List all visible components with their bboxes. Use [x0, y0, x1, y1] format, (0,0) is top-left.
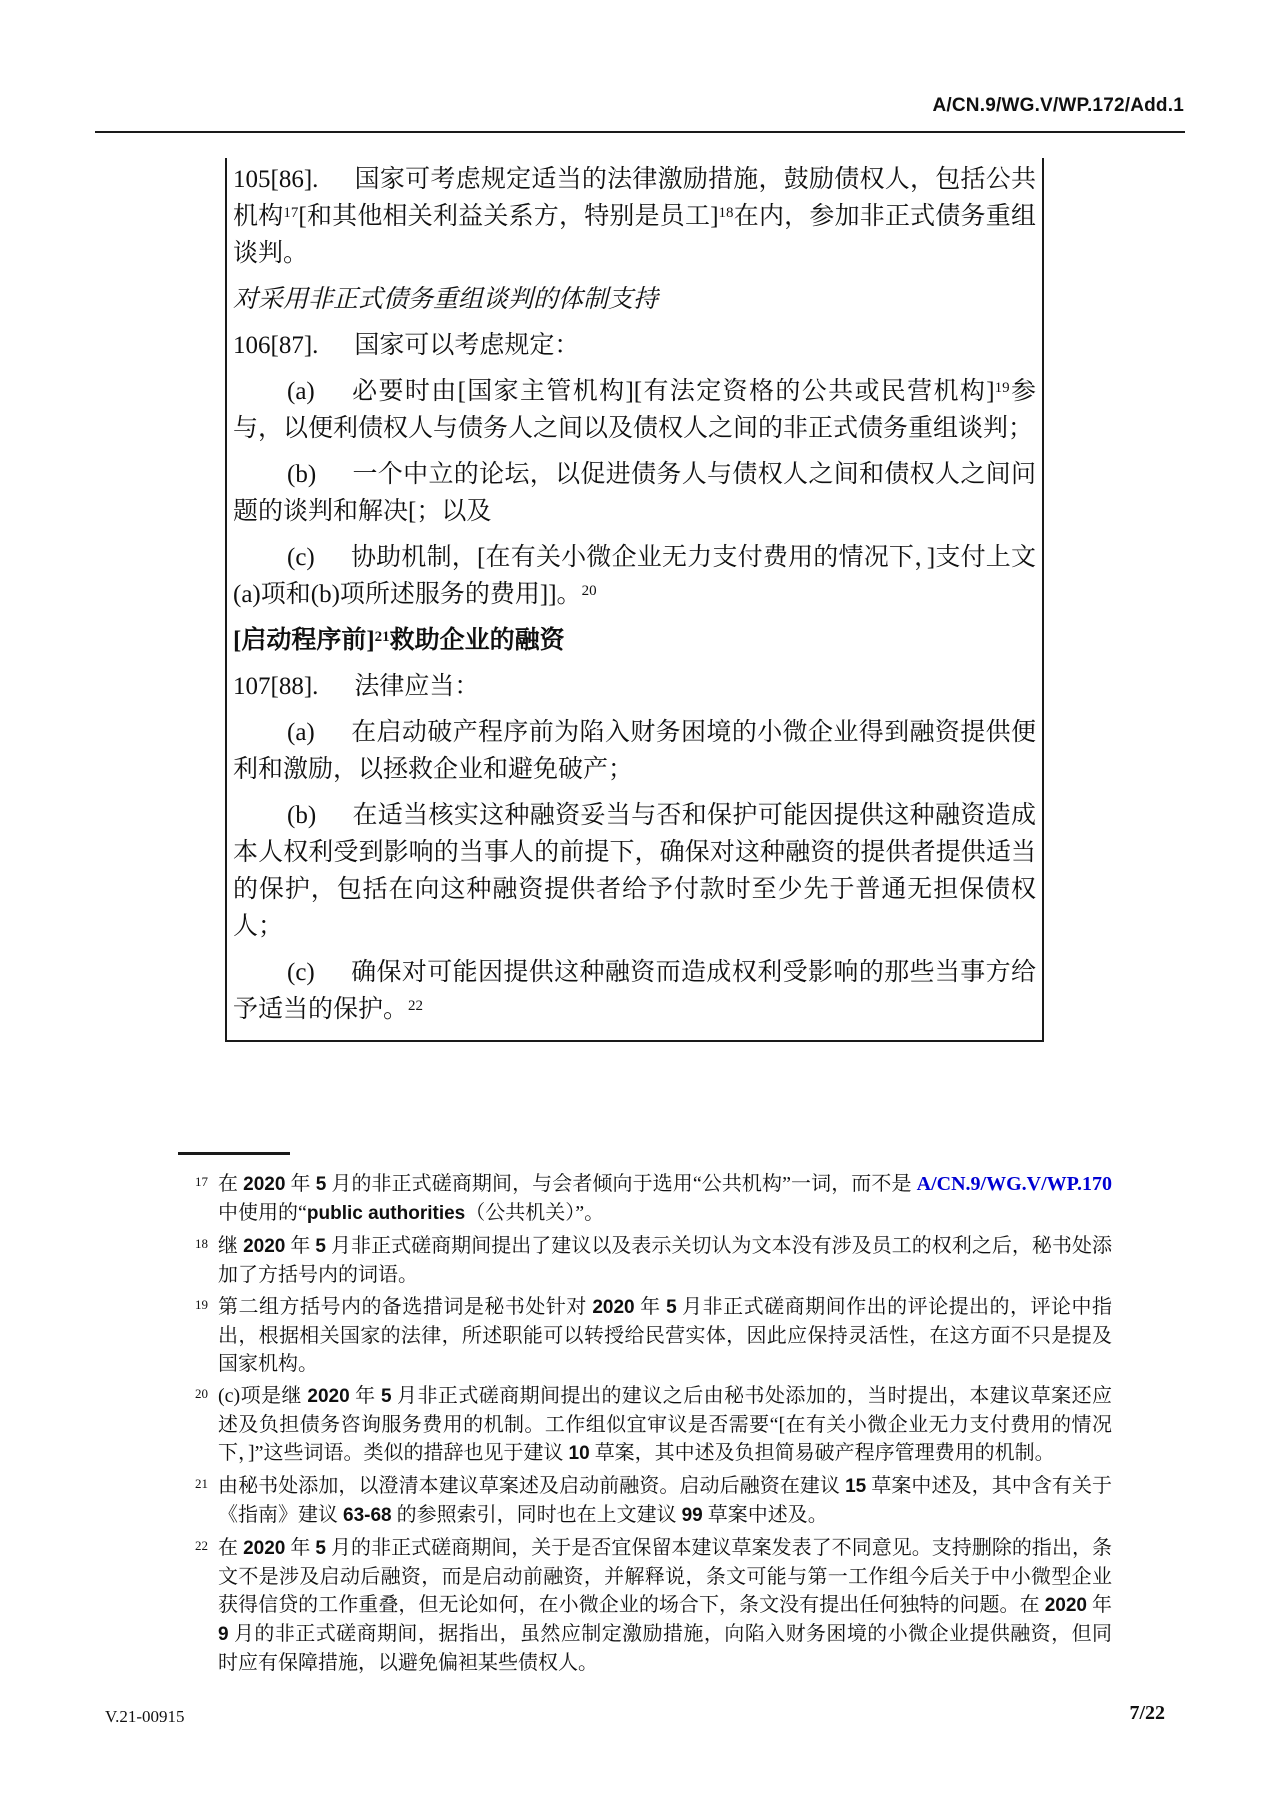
text-run: (c) — [287, 959, 315, 986]
footnote-22 — [186, 1534, 1112, 1677]
text-run: 106[87]. — [233, 332, 319, 359]
header-rule — [95, 131, 1185, 133]
text-run: 107[88]. — [233, 673, 319, 700]
text-run: 年 — [285, 1537, 316, 1559]
text-run: 月非正式磋商期间提出的建议之后由秘书处添加的，当时提出，本建议草案还应述及负担债务咨询服务费用的机制。工作组似宜审议是否需要“[在有关小微企业无力支付费用的情况下，]”这些词语。类似的措辞也见于建议 — [218, 1385, 1113, 1464]
item-107-a — [233, 714, 1036, 788]
paragraph-107-88 — [233, 668, 1036, 705]
latin-number-text: 2020 — [243, 1174, 286, 1195]
job-number: V.21-00915 — [105, 1707, 185, 1726]
text-run: 月的非正式磋商期间，据指出，虽然应制定激励措施，向陷入财务困境的小微企业提供融资，但同时应有保障措施，以避免偏袒某些债权人。 — [218, 1623, 1112, 1674]
doc-reference-link[interactable]: A/CN.9/WG.V/WP.170 — [916, 1173, 1113, 1195]
text-run: 中使用的“ — [218, 1202, 307, 1224]
text-run: 对采用非正式债务重组谈判的体制支持 — [233, 286, 659, 313]
text-run: 月的非正式磋商期间，与会者倾向于选用“公共机构”一词，而不是 — [326, 1173, 917, 1195]
text-run: 必要时由[国家主管机构][有法定资格的公共或民营机构] — [350, 378, 995, 405]
text-run: 在 — [218, 1173, 244, 1195]
text-run: （公共机关）”。 — [465, 1202, 605, 1224]
footnote-reference: 17 — [283, 205, 299, 221]
text-run: 法律应当： — [354, 673, 480, 700]
text-run: 参与，以便利债权人与债务人之间以及债权人之间的非正式债务重组谈判； — [233, 378, 1036, 442]
item-106-c — [233, 539, 1036, 613]
latin-number-text: 2020 — [592, 1297, 635, 1318]
latin-number-text: 2020 — [243, 1538, 286, 1559]
footnote-reference: 19 — [994, 380, 1010, 396]
text-run: (c)项是继 — [218, 1385, 308, 1407]
text-run: 由秘书处添加，以澄清本建议草案述及启动前融资。启动后融资在建议 — [218, 1475, 846, 1497]
footnote-number: 19 — [195, 1297, 208, 1312]
latin-number-text: public authorities — [306, 1203, 466, 1224]
page-number: 7/22 — [1129, 1702, 1165, 1724]
heading-pre-commencement-finance — [233, 622, 1036, 659]
latin-number-text: 63-68 — [343, 1505, 392, 1526]
text-run: 月非正式磋商期间作出的评论提出的，评论中指出，根据相关国家的法律，所述职能可以转授给民营实体，因此应保持灵活性，在这方面不只是提及国家机构。 — [218, 1296, 1113, 1375]
text-run: (a) — [287, 719, 315, 746]
text-run: 第二组方括号内的备选措词是秘书处针对 — [218, 1296, 593, 1318]
latin-number-text: 9 — [218, 1624, 229, 1645]
item-107-c — [233, 954, 1036, 1028]
item-107-b — [233, 797, 1036, 945]
footnote-20 — [186, 1382, 1112, 1468]
text-run: 继 — [218, 1235, 244, 1257]
text-run: 国家可以考虑规定： — [354, 332, 580, 359]
latin-number-text: 99 — [681, 1505, 703, 1526]
document-symbol: A/CN.9/WG.V/WP.172/Add.1 — [932, 95, 1184, 116]
body-text — [233, 161, 1036, 1028]
text-run: 年 — [285, 1173, 316, 1195]
footnote-number: 20 — [195, 1386, 208, 1401]
latin-number-text: 15 — [845, 1476, 867, 1497]
latin-number-text: 5 — [315, 1174, 327, 1195]
latin-number-text: 5 — [315, 1538, 326, 1559]
text-run: 协助机制，[在有关小微企业无力支付费用的情况下，]支付上文(a)项和(b)项所述服务的费用]]。 — [233, 544, 1036, 608]
text-run: 在适当核实这种融资妥当与否和保护可能因提供这种融资造成本人权利受到影响的当事人的前提下，确保对这种融资的提供者提供适当的保护，包括在向这种融资提供者给予付款时至少先于普通无担保债权人； — [233, 802, 1036, 940]
text-run: 一个中立的论坛，以促进债务人与债权人之间和债权人之间问题的谈判和解决[；以及 — [233, 461, 1036, 525]
item-106-a — [233, 373, 1036, 447]
text-run: (a) — [287, 378, 315, 405]
latin-number-text: 2020 — [307, 1386, 350, 1407]
text-run: 国家可考虑规定适当的法律激励措施，鼓励债权人，包括公共机构 — [233, 166, 1036, 230]
footnote-21 — [186, 1472, 1112, 1530]
latin-number-text: 5 — [666, 1297, 677, 1318]
text-run: 在启动破产程序前为陷入财务困境的小微企业得到融资提供便利和激励，以拯救企业和避免破产； — [233, 719, 1036, 783]
item-106-b — [233, 456, 1036, 530]
latin-number-text: 5 — [315, 1236, 326, 1257]
text-run: 草案中述及。 — [702, 1504, 828, 1526]
text-run: 月的非正式磋商期间，关于是否宜保留本建议草案发表了不同意见。支持删除的指出，条文不是涉及启动后融资，而是启动前融资，并解释说，条文可能与第一工作组今后关于中小微型企业获得信贷的工作重叠，但无论如何，在小微企业的场合下，条文没有提出任何独特的问题。在 — [218, 1537, 1113, 1616]
footnote-number: 22 — [195, 1538, 208, 1553]
latin-number-text: 5 — [381, 1386, 392, 1407]
text-run: 草案，其中述及负担简易破产程序管理费用的机制。 — [589, 1442, 1055, 1464]
text-run: 年 — [1086, 1594, 1113, 1616]
footnote-reference: 18 — [718, 205, 734, 221]
text-run: 草案中述及，其中含有关于《指南》建议 — [218, 1475, 1113, 1526]
revision-change-box — [225, 158, 1044, 1042]
paragraph-106-87 — [233, 327, 1036, 364]
text-run: 105[86]. — [233, 166, 319, 193]
text-run: 年 — [285, 1235, 316, 1257]
text-run: (b) — [287, 802, 317, 829]
footnote-number: 21 — [195, 1476, 208, 1491]
text-run: 月非正式磋商期间提出了建议以及表示关切认为文本没有涉及员工的权利之后，秘书处添加了方括号内的词语。 — [218, 1235, 1113, 1286]
text-run: 年 — [634, 1296, 667, 1318]
footnote-reference: 20 — [581, 583, 597, 599]
footnotes-section — [186, 1170, 1112, 1681]
latin-number-text: 10 — [568, 1443, 590, 1464]
text-run: 的参照索引，同时也在上文建议 — [391, 1504, 682, 1526]
footnote-17 — [186, 1170, 1112, 1228]
text-run: [和其他相关利益关系方，特别是员工] — [298, 203, 719, 230]
latin-number-text: 2020 — [243, 1236, 286, 1257]
latin-number-text: 2020 — [1044, 1595, 1087, 1616]
footnote-18 — [186, 1232, 1112, 1289]
footnote-19 — [186, 1293, 1112, 1378]
text-run: 在内，参加非正式债务重组谈判。 — [233, 203, 1036, 267]
footnote-number: 18 — [195, 1236, 208, 1251]
subheading-institutional-support — [233, 281, 1036, 318]
text-run: (c) — [287, 544, 315, 571]
text-run: 年 — [349, 1385, 382, 1407]
footnote-reference: 21 — [374, 629, 390, 645]
text-run: 在 — [218, 1537, 244, 1559]
text-run: (b) — [287, 461, 317, 488]
text-run: [启动程序前] — [233, 627, 375, 654]
text-run: 救助企业的融资 — [389, 627, 565, 654]
text-run: 确保对可能因提供这种融资而造成权利受影响的那些当事方给予适当的保护。 — [233, 959, 1036, 1023]
footnote-reference: 22 — [408, 998, 424, 1014]
paragraph-105-86 — [233, 161, 1036, 272]
footnote-number: 17 — [195, 1174, 208, 1189]
footnote-separator — [178, 1152, 290, 1155]
